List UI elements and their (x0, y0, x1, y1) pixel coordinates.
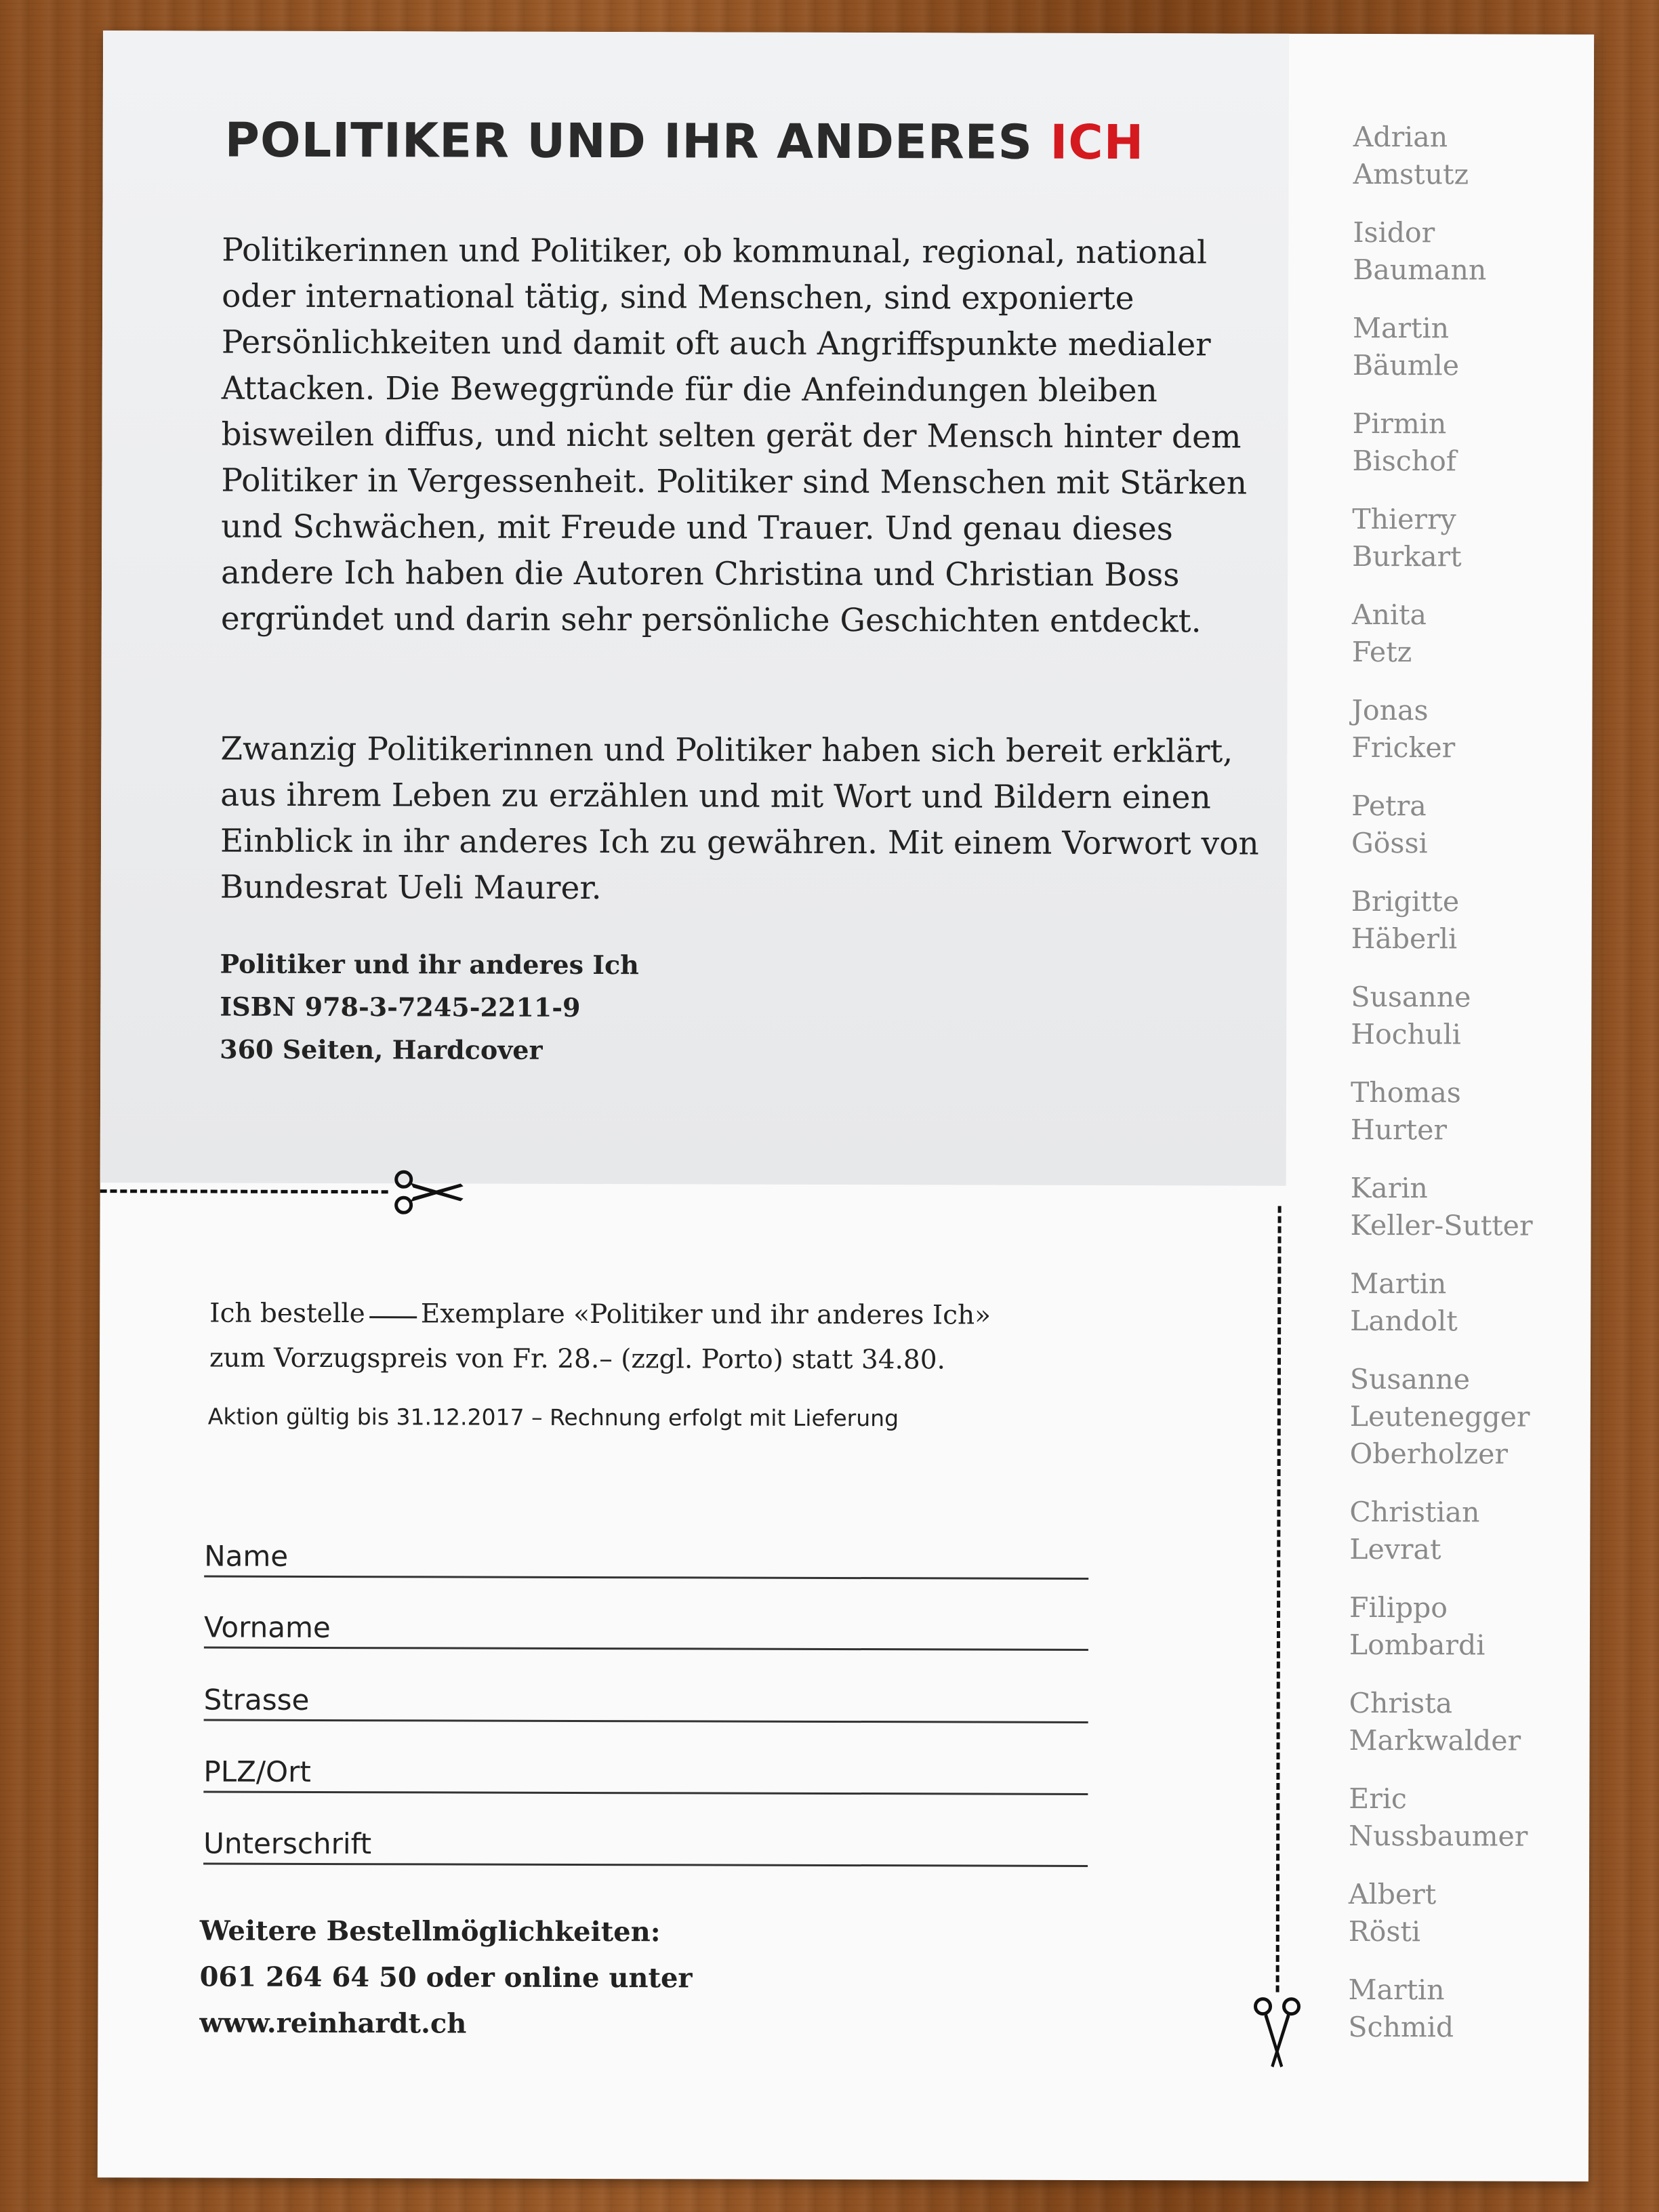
politician-name-line: Karin (1350, 1171, 1428, 1205)
politician-name (1352, 596, 1582, 693)
politician-name (1349, 1494, 1580, 1590)
headline: POLITIKER UND IHR ANDERES ICH (224, 112, 1145, 171)
politician-name-line: Martin (1348, 1973, 1445, 2007)
vorname-field[interactable]: Vorname (204, 1600, 1088, 1651)
politician-name-line: Bischof (1352, 444, 1457, 478)
book-title: Politiker und ihr anderes Ich (220, 948, 639, 981)
strasse-field[interactable]: Strasse (204, 1673, 1088, 1723)
politician-name (1348, 1971, 1578, 2068)
book-format: 360 Seiten, Hardcover (220, 1033, 543, 1065)
politician-name (1353, 119, 1583, 215)
politician-name-line: Isidor (1353, 216, 1435, 249)
politician-name-line: Albert (1348, 1877, 1437, 1911)
quantity-blank[interactable] (369, 1316, 417, 1318)
politician-name-line: Susanne (1351, 980, 1471, 1014)
politician-name (1351, 1074, 1581, 1170)
politician-name (1349, 1876, 1579, 1972)
politician-name-line: Markwalder (1349, 1723, 1521, 1757)
order-line-1: Ich bestelle Exemplare «Politiker und ihr anderes Ich» (209, 1298, 991, 1331)
cut-line-vertical (1276, 1206, 1282, 1992)
politician-name-line: Hochuli (1351, 1017, 1461, 1051)
politician-name-line: Adrian (1353, 120, 1448, 154)
politician-name-line: Pirmin (1352, 407, 1447, 441)
politician-name-line: Martin (1350, 1267, 1447, 1300)
politician-name-line: Bäumle (1352, 348, 1460, 382)
politician-name-line: Burkart (1352, 539, 1462, 573)
politician-name (1352, 405, 1582, 501)
intro-paragraph-2: Zwanzig Politikerinnen und Politiker haben sich bereit erklärt, aus ihrem Leben zu erzählen und mit Wort und Bildern einen Einblick in ihr anderes Ich zu gewähren. Mit einem Vorwort von Bundesrat Ueli Maurer. (220, 730, 1259, 907)
politician-name-line: Leutenegger (1349, 1399, 1530, 1433)
website-link[interactable]: www.reinhardt.ch (199, 2007, 467, 2040)
book-isbn: ISBN 978-3-7245-2211-9 (220, 991, 581, 1023)
politician-name (1350, 1361, 1581, 1494)
order-line-2: zum Vorzugspreis von Fr. 28.– (zzgl. Porto) statt 34.80. (209, 1343, 946, 1376)
politician-name (1353, 310, 1583, 406)
politician-name-line: Fetz (1351, 635, 1412, 669)
plz-ort-field[interactable]: PLZ/Ort (203, 1744, 1088, 1795)
politician-name-line: Fricker (1351, 731, 1456, 764)
politician-name-line: Hurter (1350, 1113, 1448, 1147)
politician-name (1351, 883, 1581, 979)
more-order-options (199, 1908, 692, 2048)
politician-name-line: Petra (1351, 789, 1427, 823)
politician-name (1349, 1589, 1580, 1685)
politician-name-line: Lombardi (1349, 1628, 1486, 1662)
politician-name-line: Eric (1349, 1782, 1407, 1816)
politician-name-line: Amstutz (1353, 157, 1469, 191)
politician-name-line: Christian (1349, 1495, 1480, 1529)
politician-name (1350, 1170, 1580, 1266)
name-field[interactable]: Name (204, 1529, 1088, 1580)
politician-name-line: Susanne (1349, 1362, 1471, 1396)
politician-name-line: Gössi (1351, 826, 1428, 860)
intro-paragraph-1: Politikerinnen und Politiker, ob kommunal, regional, national oder international tätig, sind Menschen, sind exponierte Persönlichkeiten und damit oft auch Angriffspunkte medialer Attacken. Die Beweggründe für die Anfeindungen bleiben bisweilen diffus, und nicht selten gerät der Mensch hinter dem Politiker in Vergessenheit. Politiker sind Menschen mit Stärken und Schwächen, mit Freude und Trauer. Und genau dieses andere Ich haben die Autoren Christina und Christian Boss ergründet und darin sehr persönliche Geschichten entdeckt. (220, 231, 1248, 640)
flyer (98, 30, 1594, 2182)
order-text (209, 1292, 991, 1383)
politician-name-line: Landolt (1350, 1304, 1458, 1338)
unterschrift-field[interactable]: Unterschrift (203, 1816, 1088, 1867)
politician-name (1350, 1265, 1580, 1361)
headline-accent: ICH (1050, 114, 1145, 171)
scissors-icon (1253, 1996, 1300, 2070)
politician-name-line: Martin (1352, 311, 1450, 345)
promo-note: Aktion gültig bis 31.12.2017 – Rechnung erfolgt mit Lieferung (207, 1403, 899, 1432)
politician-names-column (1348, 119, 1584, 2068)
politician-name (1353, 214, 1583, 310)
politician-name-line: Jonas (1351, 693, 1429, 727)
more-options-heading: Weitere Bestellmöglichkeiten: (199, 1914, 661, 1948)
politician-name-line: Schmid (1348, 2010, 1454, 2044)
book-info (220, 943, 639, 1072)
politician-name-line: Brigitte (1351, 884, 1460, 918)
politician-name-line: Filippo (1349, 1591, 1448, 1624)
politician-name (1349, 1685, 1579, 1781)
politician-name-line: Baumann (1353, 253, 1487, 287)
politician-name-line: Häberli (1351, 922, 1458, 956)
politician-name-line: Levrat (1349, 1532, 1441, 1566)
politician-name-line: Rösti (1348, 1914, 1421, 1948)
politician-name (1351, 979, 1581, 1075)
politician-name-line: Christa (1349, 1686, 1453, 1720)
phone-line: 061 264 64 50 oder online unter (199, 1961, 693, 1994)
politician-name-line: Oberholzer (1349, 1437, 1509, 1471)
politician-name-line: Thierry (1352, 502, 1456, 536)
politician-name (1351, 692, 1582, 788)
politician-name-line: Thomas (1350, 1076, 1461, 1109)
politician-name (1349, 1780, 1579, 1877)
politician-name (1351, 787, 1582, 884)
cut-line-horizontal (100, 1189, 388, 1193)
scissors-icon (393, 1170, 468, 1214)
politician-name-line: Nussbaumer (1349, 1819, 1528, 1853)
politician-name-line: Keller-Sutter (1350, 1208, 1533, 1242)
politician-name (1352, 501, 1582, 597)
politician-name-line: Anita (1351, 598, 1427, 632)
book-description-panel (100, 30, 1289, 1186)
